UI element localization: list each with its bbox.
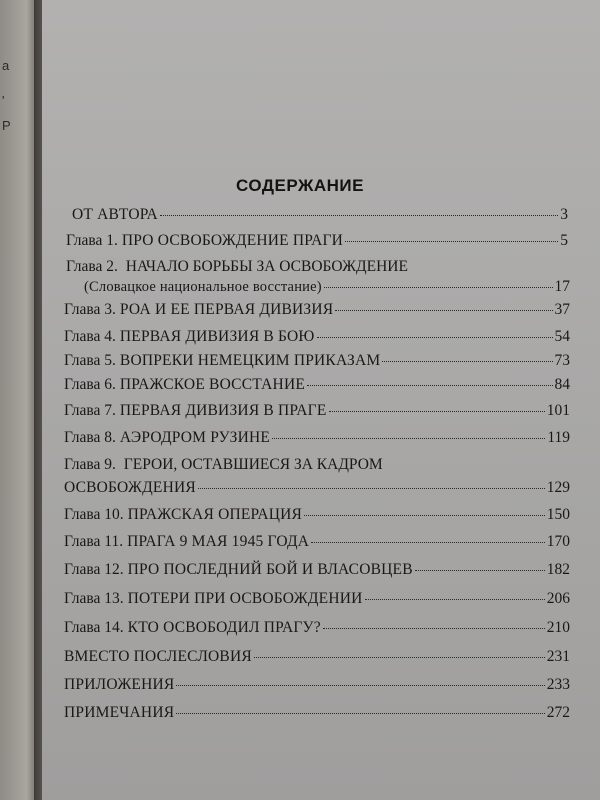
toc-leader-dots	[307, 385, 552, 386]
toc-entry-first-line	[66, 258, 408, 276]
toc-page-number: 206	[546, 590, 570, 607]
toc-entry-title: ВОПРЕКИ НЕМЕЦКИМ ПРИКАЗАМ	[119, 352, 381, 369]
toc-chapter-label: Глава 10.	[64, 506, 124, 523]
toc-entry-title: ОТ АВТОРА	[72, 206, 158, 223]
toc-chapter-label: Глава 7.	[64, 402, 116, 419]
toc-chapter-label: Глава 9.	[64, 456, 116, 473]
toc-leader-dots	[415, 570, 545, 571]
toc-entry	[64, 533, 570, 551]
toc-entry	[64, 676, 570, 694]
toc-leader-dots	[160, 215, 558, 216]
toc-entry-title: ПРО ПОСЛЕДНИЙ БОЙ И ВЛАСОВЦЕВ	[127, 561, 413, 578]
toc-entry	[64, 561, 570, 579]
toc-leader-dots	[272, 438, 545, 439]
toc-leader-dots	[198, 488, 545, 489]
toc-chapter-label: Глава 2.	[66, 258, 118, 275]
toc-chapter-label: Глава 8.	[64, 429, 116, 446]
toc-leader-dots	[176, 685, 544, 686]
toc-page-number: 119	[547, 429, 570, 446]
toc-page-number: 54	[554, 328, 570, 345]
toc-leader-dots	[176, 713, 544, 714]
toc-page-number: 3	[560, 206, 568, 223]
toc-entry	[66, 232, 568, 250]
toc-page-number: 73	[554, 352, 570, 369]
toc-page-number: 182	[546, 561, 570, 578]
toc-leader-dots	[329, 411, 545, 412]
toc-page-number: 150	[546, 506, 570, 523]
toc-page-number: 170	[546, 533, 570, 550]
toc-entry-title: ПРАЖСКАЯ ОПЕРАЦИЯ	[127, 506, 303, 523]
toc-entry-title: КТО ОСВОБОДИЛ ПРАГУ?	[127, 619, 321, 636]
toc-entry	[64, 704, 570, 722]
toc-leader-dots	[304, 515, 545, 516]
toc-leader-dots	[324, 287, 553, 288]
toc-chapter-label: Глава 12.	[64, 561, 124, 578]
toc-chapter-label: Глава 3.	[64, 301, 116, 318]
toc-leader-dots	[365, 599, 545, 600]
toc-page-number: 37	[554, 301, 570, 318]
toc-leader-dots	[311, 542, 545, 543]
toc-chapter-label: Глава 6.	[64, 376, 116, 393]
toc-entry-title: ПРИЛОЖЕНИЯ	[64, 676, 175, 693]
toc-entry-title: ПЕРВАЯ ДИВИЗИЯ В ПРАГЕ	[119, 402, 327, 419]
toc-entry	[64, 429, 570, 447]
toc-entry-title: ПРИМЕЧАНИЯ	[64, 704, 175, 721]
adjacent-page-fragment: '	[2, 93, 5, 108]
toc-entry	[64, 506, 570, 524]
toc-leader-dots	[345, 241, 558, 242]
toc-entry-title: ПРАГА 9 МАЯ 1945 ГОДА	[127, 533, 310, 550]
toc-entry-title: НАЧАЛО БОРЬБЫ ЗА ОСВОБОЖДЕНИЕ	[125, 258, 408, 275]
toc-entry	[64, 590, 570, 608]
toc-page-number: 210	[546, 619, 570, 636]
toc-page-number: 231	[546, 648, 570, 665]
toc-entry-subtitle: (Словацкое национальное восстание)	[84, 279, 322, 295]
toc-leader-dots	[335, 310, 552, 311]
toc-entry	[64, 479, 570, 497]
toc-entry	[64, 402, 570, 420]
toc-entry-first-line	[64, 456, 383, 474]
toc-entry-subtitle: ОСВОБОЖДЕНИЯ	[64, 479, 196, 496]
toc-chapter-label: Глава 1.	[66, 232, 118, 249]
toc-entry-title: ГЕРОИ, ОСТАВШИЕСЯ ЗА КАДРОМ	[123, 456, 383, 473]
toc-leader-dots	[323, 628, 545, 629]
page-title: СОДЕРЖАНИЕ	[236, 176, 364, 195]
toc-entry-title: РОА И ЕЕ ПЕРВАЯ ДИВИЗИЯ	[119, 301, 334, 318]
toc-entry	[64, 619, 570, 637]
toc-leader-dots	[382, 361, 552, 362]
toc-chapter-label: Глава 5.	[64, 352, 116, 369]
toc-page-number: 272	[546, 704, 570, 721]
toc-page-number: 84	[554, 376, 570, 393]
toc-entry	[64, 648, 570, 666]
toc-page-number: 17	[554, 278, 570, 295]
toc-page-number: 101	[546, 402, 570, 419]
adjacent-page-fragment: а	[2, 58, 10, 73]
toc-chapter-label: Глава 11.	[64, 533, 124, 550]
toc-chapter-label: Глава 4.	[64, 328, 116, 345]
toc-entry	[64, 301, 570, 319]
toc-entry	[72, 206, 568, 224]
toc-entry-title: ПЕРВАЯ ДИВИЗИЯ В БОЮ	[119, 328, 315, 345]
toc-entry	[64, 352, 570, 370]
toc-page-number: 233	[546, 676, 570, 693]
toc-leader-dots	[317, 337, 553, 338]
toc-leader-dots	[254, 657, 545, 658]
toc-page-number: 5	[560, 232, 568, 249]
toc-entry-title: ПРО ОСВОБОЖДЕНИЕ ПРАГИ	[121, 232, 344, 249]
toc-chapter-label: Глава 13.	[64, 590, 124, 607]
toc-entry-title: ПОТЕРИ ПРИ ОСВОБОЖДЕНИИ	[127, 590, 363, 607]
toc-entry	[64, 328, 570, 346]
adjacent-page-fragment: Р	[2, 118, 11, 133]
toc-page-number: 129	[546, 479, 570, 496]
toc-entry	[64, 376, 570, 394]
toc-entry-title: ПРАЖСКОЕ ВОССТАНИЕ	[119, 376, 306, 393]
toc-entry-title: АЭРОДРОМ РУЗИНЕ	[119, 429, 271, 446]
toc-entry	[84, 278, 570, 296]
toc-entry-title: ВМЕСТО ПОСЛЕСЛОВИЯ	[64, 648, 252, 665]
toc-chapter-label: Глава 14.	[64, 619, 124, 636]
